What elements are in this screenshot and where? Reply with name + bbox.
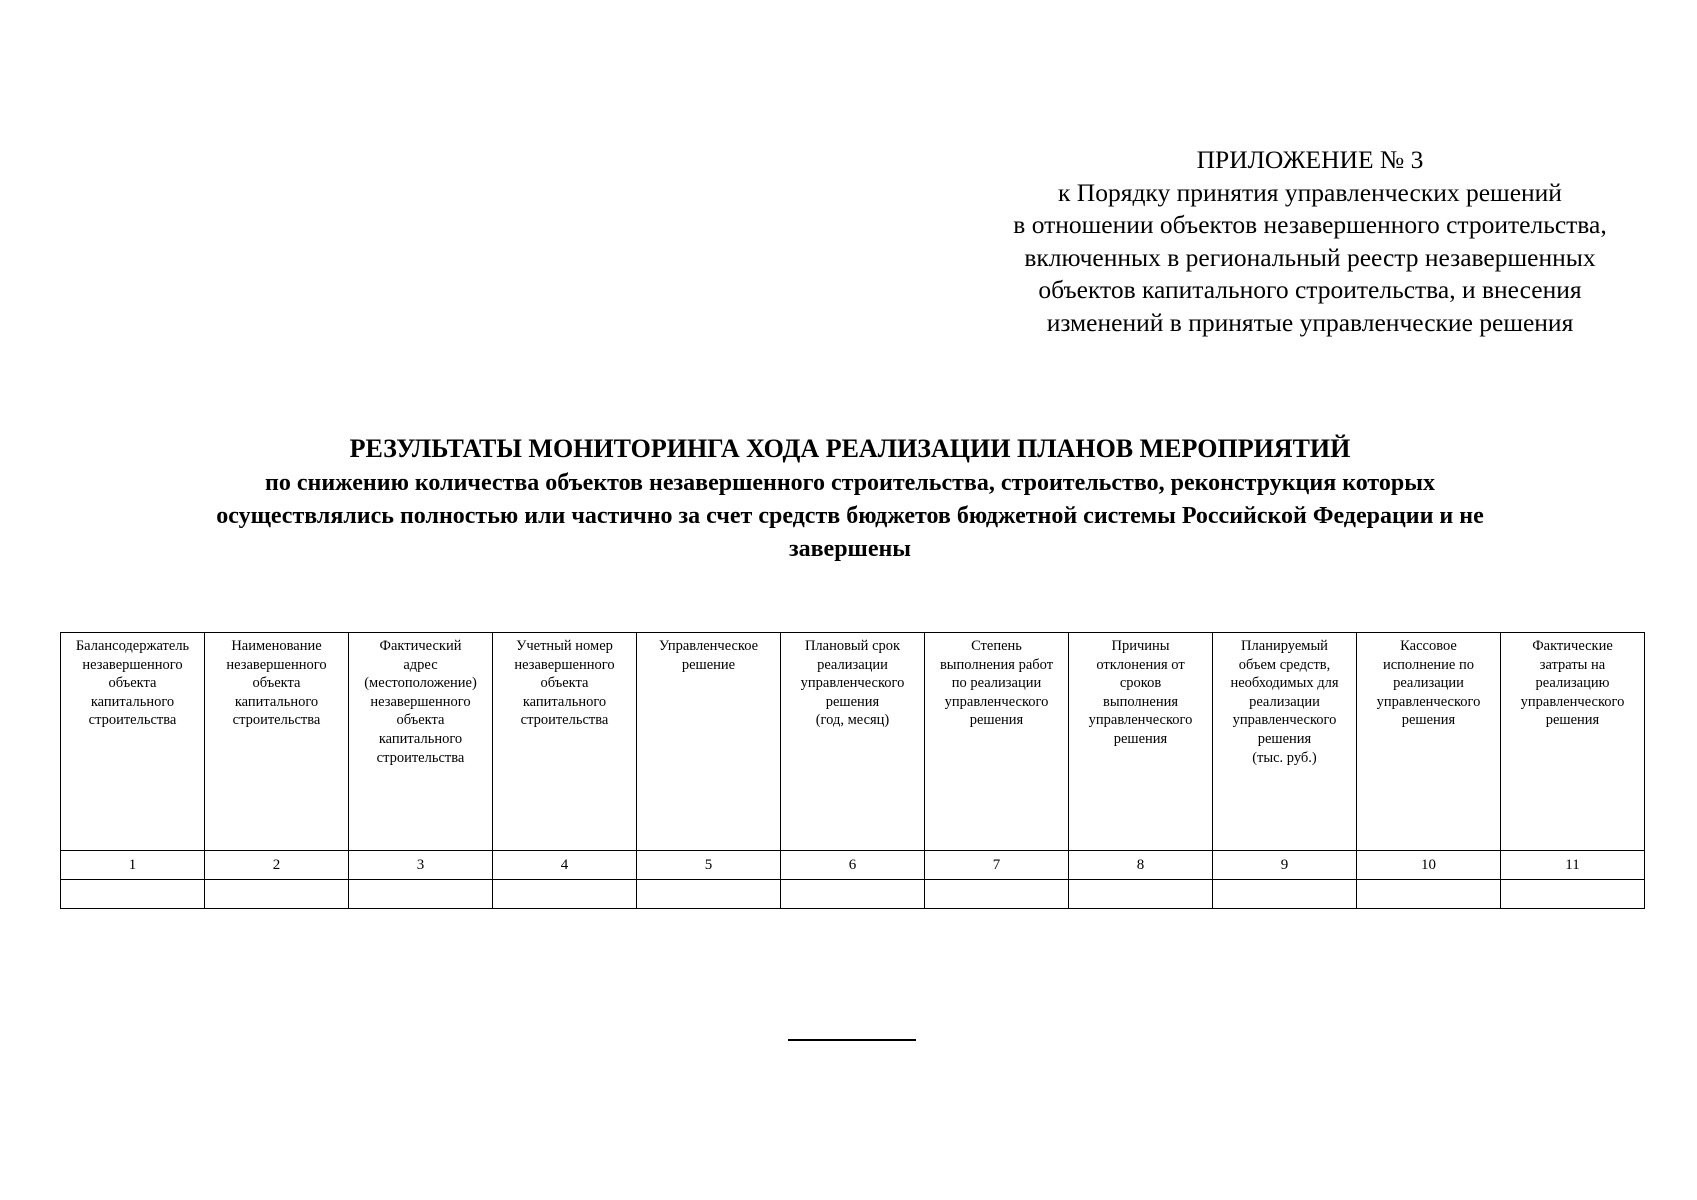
header-management-decision: Управленческое решение [637,633,781,851]
header-completion-degree: Степень выполнения работ по реализации управленческого решения [925,633,1069,851]
column-number: 6 [781,851,925,880]
table-header-row [61,633,1645,851]
appendix-heading [960,144,1660,339]
column-number: 1 [61,851,205,880]
subtitle-line: завершены [788,536,912,562]
table-cell [781,880,925,909]
table-cell [1213,880,1357,909]
title-subtitle [60,467,1640,566]
appendix-line: к Порядку принятия управленческих решений [1058,177,1562,207]
table-cell [493,880,637,909]
header-registration-number: Учетный номер незавершенного объекта капитального строительства [493,633,637,851]
end-divider [788,1039,916,1041]
table-cell [1357,880,1501,909]
table-cell [925,880,1069,909]
appendix-line: объектов капитального строительства, и внесения [1038,275,1582,304]
header-actual-costs: Фактические затраты на реализацию управленческого решения [1501,633,1645,851]
appendix-line: включенных в региональный реестр незавершенных [1024,242,1596,272]
table-cell [205,880,349,909]
column-number: 7 [925,851,1069,880]
table-cell [1501,880,1645,909]
header-balance-holder: Балансодержатель незавершенного объекта капитального строительства [61,633,205,851]
header-planned-funds: Планируемый объем средств, необходимых для реализации управленческого решения (тыс. руб.) [1213,633,1357,851]
header-cash-execution: Кассовое исполнение по реализации управленческого решения [1357,633,1501,851]
table-cell [637,880,781,909]
document-title [60,432,1640,566]
column-number: 2 [205,851,349,880]
table-cell [1069,880,1213,909]
appendix-line: изменений в принятые управленческие решения [1046,307,1574,337]
header-object-name: Наименование незавершенного объекта капитального строительства [205,633,349,851]
column-number: 10 [1357,851,1501,880]
title-main: РЕЗУЛЬТАТЫ МОНИТОРИНГА ХОДА РЕАЛИЗАЦИИ ПЛАНОВ МЕРОПРИЯТИЙ [349,434,1351,463]
empty-data-row [61,880,1645,909]
header-actual-address: Фактический адрес (местоположение) незавершенного объекта капитального строительства [349,633,493,851]
subtitle-line: осуществлялись полностью или частично за счет средств бюджетов бюджетной системы Российской Федерации и не [216,503,1484,529]
appendix-title: ПРИЛОЖЕНИЕ № 3 [1196,145,1424,174]
appendix-line: в отношении объектов незавершенного строительства, [1013,210,1607,239]
subtitle-line: по снижению количества объектов незавершенного строительства, строительство, реконструкция которых [265,470,1435,496]
column-number: 11 [1501,851,1645,880]
header-deviation-reasons: Причины отклонения от сроков выполнения управленческого решения [1069,633,1213,851]
monitoring-results-table [60,632,1645,909]
header-planned-term: Плановый срок реализации управленческого решения (год, месяц) [781,633,925,851]
column-number: 3 [349,851,493,880]
column-number: 4 [493,851,637,880]
table-cell [61,880,205,909]
column-number: 9 [1213,851,1357,880]
table-cell [349,880,493,909]
column-number-row [61,851,1645,880]
column-number: 8 [1069,851,1213,880]
column-number: 5 [637,851,781,880]
